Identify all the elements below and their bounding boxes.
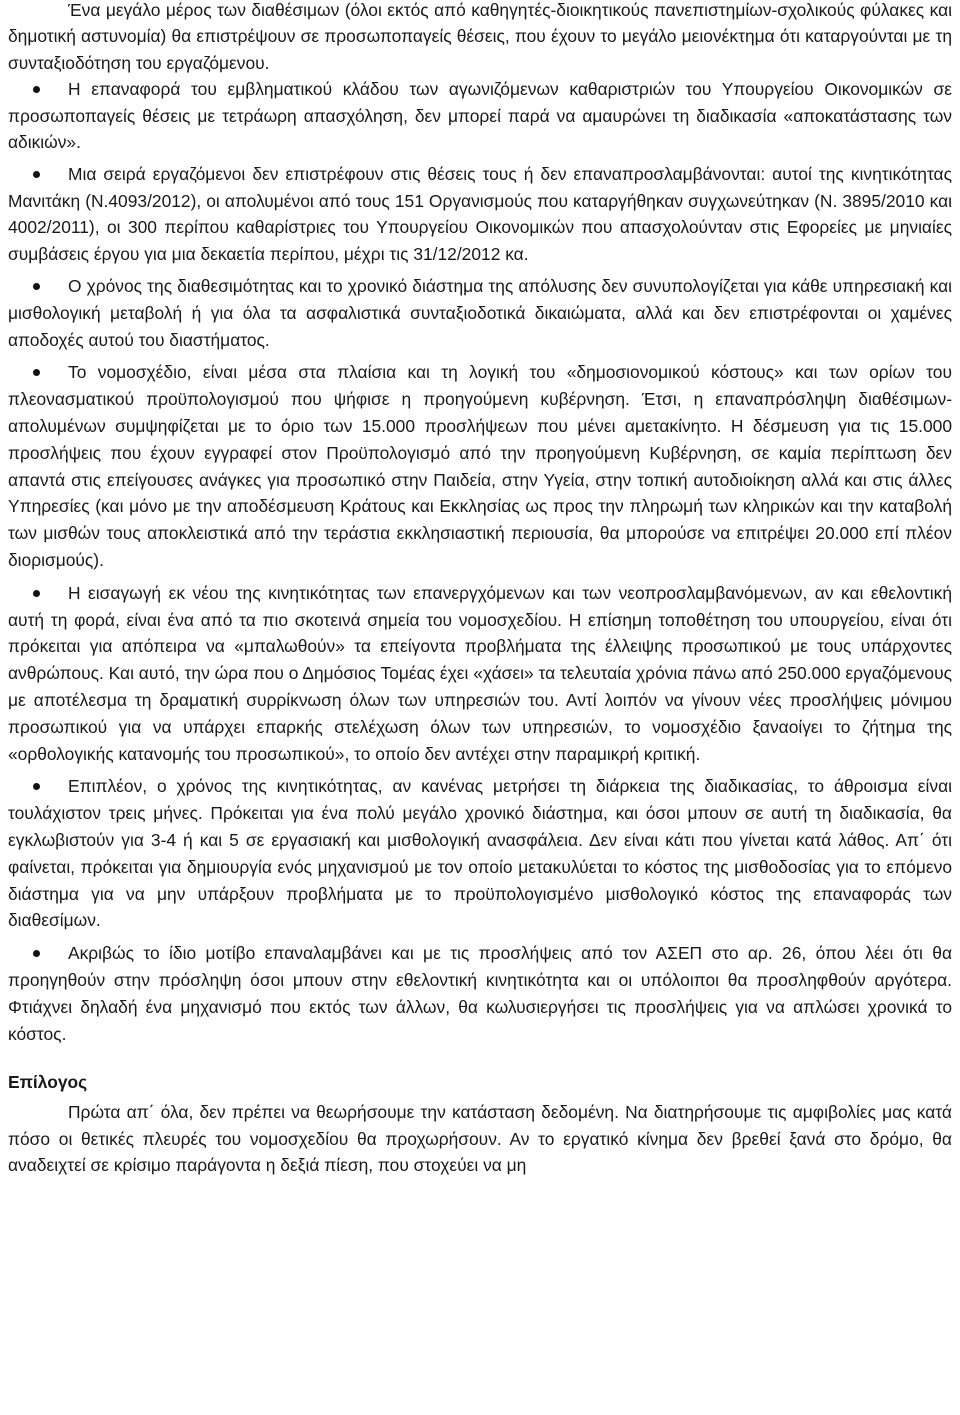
bullet-text: Το νομοσχέδιο, είναι μέσα στα πλαίσια και τη λογική του «δημοσιονομικού κόστους» και των ορίων του πλεονασματικού προϋπολογισμού που ψήφισε η προηγούμενη κυβέρνηση. Έτσι, η επαναπρόσληψη διαθέσιμων-απολυμένων συμψηφίζεται με το όριο των 15.000 προσλήψεων που μένει αμετακίνητο. Η δέσμευση για τις 15.000 προσλήψεις που έχουν εγγραφεί στον Προϋπολογισμό από την προηγούμενη Κυβέρνηση, σε καμία περίπτωση δεν απαντά στις επείγουσες ανάγκες για προσωπικό στην Παιδεία, στην Υγεία, στην τοπική αυτοδιοίκηση αλλά και στις άλλες Υπηρεσίες (και μόνο με την αποδέσμευση Κράτους και Εκκλησίας ως προς την πληρωμή των κληρικών και την καταβολή των μισθών τους αποκλειστικά από την τεράστια εκκλησιαστική περιουσία, θα μπορούσε να επιτρέψει 20.000 επί πλέον διορισμούς). <box>8 362 952 571</box>
bullet-text: Επιπλέον, ο χρόνος της κινητικότητας, αν κανένας μετρήσει τη διάρκεια της διαδικασίας, το άθροισμα είναι τουλάχιστον τρεις μήνες. Πρόκειται για ένα πολύ μεγάλο χρονικό διάστημα, και όσοι μπουν σε αυτή τη διαδικασία, θα εγκλωβιστούν για 3-4 ή και 5 σε εργασιακή και μισθολογική ανασφάλεια. Δεν είναι κάτι που γίνεται κατά λάθος. Απ΄ ότι φαίνεται, πρόκειται για δημιουργία ενός μηχανισμού με τον οποίο μετακυλύεται το κόστος της μισθοδοσίας για το επόμενο διάστημα για να μην υπάρξουν προβλήματα με το προϋπολογισμένο μισθολογικό κόστος της επαναφοράς των διαθεσίμων. <box>8 776 952 931</box>
section-heading: Επίλογος <box>8 1072 88 1093</box>
bullet-item <box>8 773 952 934</box>
bullet-item <box>8 161 952 267</box>
bullet-icon <box>33 86 40 93</box>
closing-text: Πρώτα απ΄ όλα, δεν πρέπει να θεωρήσουμε την κατάσταση δεδομένη. Να διατηρήσουμε τις αμφιβολίες μας κατά πόσο οι θετικές πλευρές του νομοσχεδίου θα προχωρήσουν. Αν το εργατικό κίνημα δεν βρεθεί ξανά στο δρόμο, θα αναδειχτεί σε κρίσιμο παράγοντα η δεξιά πίεση, που στοχεύει να μη <box>8 1102 952 1176</box>
bullet-icon <box>33 283 40 290</box>
closing-paragraph <box>8 1099 952 1178</box>
bullet-icon <box>33 369 40 376</box>
paragraph-intro <box>8 0 952 76</box>
bullet-icon <box>33 171 40 178</box>
paragraph-text: Ένα μεγάλο μέρος των διαθέσιμων (όλοι εκτός από καθηγητές-διοικητικούς πανεπιστημίων-σχολικούς φύλακες και δημοτική αστυνομία) θα επιστρέψουν σε προσωποπαγείς θέσεις, που έχουν το μεγάλο μειονέκτημα ότι καταργούνται με τη συνταξιοδότηση του εργαζόμενου. <box>8 0 952 73</box>
bullet-item <box>8 76 952 155</box>
bullet-text: Ακριβώς το ίδιο μοτίβο επαναλαμβάνει και με τις προσλήψεις από τον ΑΣΕΠ στο αρ. 26, όπου λέει ότι θα προηγηθούν στην πρόσληψη όσοι μπουν στην εθελοντική κινητικότητα και οι υπόλοιποι θα προσληφθούν αργότερα. Φτιάχνει δηλαδή ένα μηχανισμό που εκτός των άλλων, θα κωλυσιεργήσει τις προσλήψεις για να απλώσει χρονικά το κόστος. <box>8 943 952 1044</box>
bullet-item <box>8 580 952 768</box>
bullet-text: Η επαναφορά του εμβληματικού κλάδου των αγωνιζόμενων καθαριστριών του Υπουργείου Οικονομικών σε προσωποπαγείς θέσεις με τετράωρη απασχόληση, δεν μπορεί παρά να αμαυρώνει τη διαδικασία «αποκατάστασης των αδικιών». <box>8 79 952 153</box>
bullet-item <box>8 273 952 353</box>
bullet-item <box>8 359 952 573</box>
bullet-text: Η εισαγωγή εκ νέου της κινητικότητας των επανεργχόμενων και των νεοπροσλαμβανόμενων, αν και εθελοντική αυτή τη φορά, είναι ένα από τα πιο σκοτεινά σημεία του νομοσχεδίου. Η επίσημη τοποθέτηση του υπουργείου, είναι ότι πρόκειται για απόπειρα να «μπαλωθούν» τα επείγοντα προβλήματα της έλλειψης προσωπικού με τους υπάρχοντες ανθρώπους. Και αυτό, την ώρα που ο Δημόσιος Τομέας έχει «χάσει» τα τελευταία χρόνια πάνω από 250.000 εργαζόμενους με αποτέλεσμα τη δραματική συρρίκνωση όλων των υπηρεσιών του. Αντί λοιπόν να γίνουν νέες προσλήψεις μόνιμου προσωπικού για να υπάρχει επαρκής στελέχωση όλων των υπηρεσιών, το νομοσχέδιο ξαναοίγει το ζήτημα της «ορθολογικής κατανομής του προσωπικού», το οποίο δεν αντέχει στην παραμικρή κριτική. <box>8 582 952 764</box>
bullet-icon <box>33 950 40 957</box>
bullet-text: Μια σειρά εργαζόμενοι δεν επιστρέφουν στις θέσεις τους ή δεν επαναπροσλαμβάνονται: αυτοί της κινητικότητας Μανιτάκη (Ν.4093/2012), οι απολυμένοι από τους 151 Οργανισμούς που καταργήθηκαν συγχωνεύτηκαν (Ν. 3895/2010 και 4002/2011), οι 300 περίπου καθαρίστριες του Υπουργείου Οικονομικών που απασχολούνταν στις Εφορείες με μηνιαίες συμβάσεις έργου για μια δεκαετία περίπου, μέχρι τις 31/12/2012 κα. <box>8 164 952 264</box>
bullet-text: Ο χρόνος της διαθεσιμότητας και το χρονικό διάστημα της απόλυσης δεν συνυπολογίζεται για κάθε υπηρεσιακή και μισθολογική μεταβολή ή για όλα τα ασφαλιστικά συνταξιοδοτικά δικαιώματα, αλλά και δεν επιστρέφονται οι χαμένες αποδοχές αυτού του διαστήματος. <box>8 276 952 350</box>
bullet-icon <box>33 590 40 597</box>
bullet-icon <box>33 783 40 790</box>
bullet-item <box>8 940 952 1047</box>
